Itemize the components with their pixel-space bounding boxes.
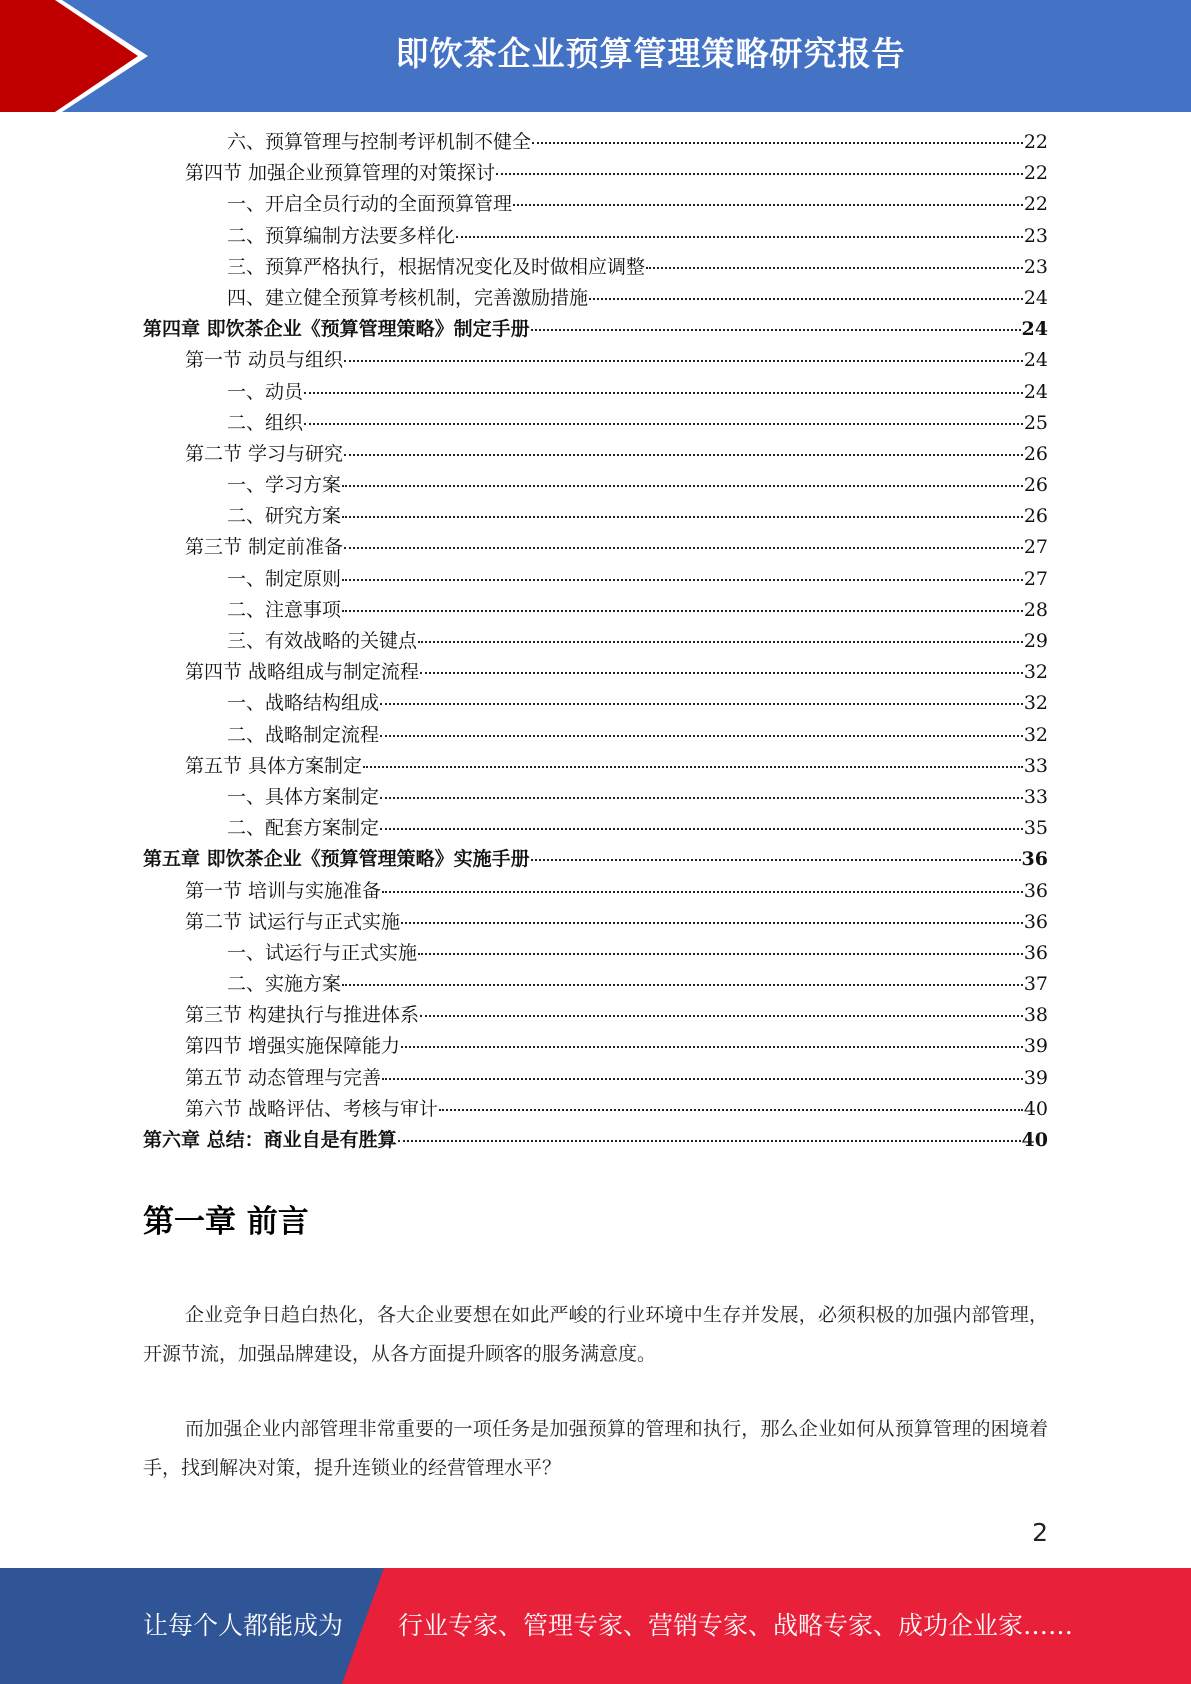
toc-entry[interactable] <box>143 1000 1048 1031</box>
toc-dot-leader <box>531 859 1021 861</box>
toc-entry[interactable] <box>143 221 1048 252</box>
toc-entry[interactable] <box>143 720 1048 751</box>
toc-dot-leader <box>398 1140 1021 1142</box>
toc-entry-title: 一、战略结构组成 <box>227 692 380 715</box>
toc-entry-title: 一、具体方案制定 <box>227 785 380 808</box>
toc-entry-page: 28 <box>1023 598 1048 621</box>
toc-entry-page: 38 <box>1023 1004 1048 1027</box>
toc-entry[interactable] <box>143 127 1048 158</box>
toc-entry-page: 24 <box>1023 380 1048 403</box>
toc-entry-title: 二、战略制定流程 <box>227 723 380 746</box>
toc-entry[interactable] <box>143 408 1048 439</box>
toc-entry-page: 27 <box>1023 536 1048 559</box>
toc-dot-leader <box>496 173 1023 175</box>
toc-entry-page: 22 <box>1023 162 1048 185</box>
toc-entry[interactable] <box>143 626 1048 657</box>
toc-entry-page: 36 <box>1023 879 1048 902</box>
toc-entry-title: 三、预算严格执行，根据情况变化及时做相应调整 <box>227 255 646 278</box>
toc-entry-page: 33 <box>1023 785 1048 808</box>
intro-paragraph-2: 而加强企业内部管理非常重要的一项任务是加强预算的管理和执行，那么企业如何从预算管理的困境着手，找到解决对策，提升连锁业的经营管理水平？ <box>143 1418 1048 1479</box>
toc-dot-leader <box>646 267 1023 269</box>
toc-entry-page: 36 <box>1023 910 1048 933</box>
toc-entry[interactable] <box>143 595 1048 626</box>
toc-entry[interactable] <box>143 564 1048 595</box>
toc-entry-page: 25 <box>1023 411 1048 434</box>
toc-entry[interactable] <box>143 283 1048 314</box>
toc-dot-leader <box>380 703 1023 705</box>
toc-entry-title: 二、实施方案 <box>227 973 342 996</box>
toc-entry-title: 二、配套方案制定 <box>227 817 380 840</box>
table-of-contents <box>143 127 1048 1156</box>
toc-dot-leader <box>456 236 1023 238</box>
footer-slogan-left: 让每个人都能成为 <box>143 1611 344 1640</box>
toc-entry-title: 一、制定原则 <box>227 567 342 590</box>
toc-dot-leader <box>589 298 1023 300</box>
toc-dot-leader <box>531 329 1021 331</box>
toc-entry[interactable] <box>143 969 1048 1000</box>
toc-dot-leader <box>344 454 1023 456</box>
toc-entry-page: 40 <box>1021 1129 1048 1151</box>
toc-entry-title: 一、试运行与正式实施 <box>227 941 418 964</box>
toc-dot-leader <box>439 1109 1023 1111</box>
toc-entry-page: 36 <box>1023 941 1048 964</box>
toc-entry-title: 第一节 动员与组织 <box>185 349 344 372</box>
toc-dot-leader <box>342 579 1023 581</box>
page-footer <box>0 1568 1191 1684</box>
toc-entry[interactable] <box>143 470 1048 501</box>
toc-entry-title: 第五节 动态管理与完善 <box>185 1066 382 1089</box>
toc-entry[interactable] <box>143 657 1048 688</box>
toc-entry-title: 二、预算编制方法要多样化 <box>227 224 456 247</box>
toc-dot-leader <box>513 204 1023 206</box>
toc-entry[interactable] <box>143 1063 1048 1094</box>
toc-dot-leader <box>363 766 1023 768</box>
toc-entry-page: 24 <box>1023 286 1048 309</box>
toc-dot-leader <box>420 672 1023 674</box>
toc-dot-leader <box>304 392 1023 394</box>
footer-slogan-right: 行业专家、管理专家、营销专家、战略专家、成功企业家…… <box>398 1611 1074 1640</box>
toc-entry[interactable] <box>143 907 1048 938</box>
toc-entry-title: 第三节 构建执行与推进体系 <box>185 1004 420 1027</box>
toc-entry-page: 33 <box>1023 754 1048 777</box>
toc-dot-leader <box>420 1015 1023 1017</box>
toc-entry[interactable] <box>143 1094 1048 1125</box>
toc-entry-title: 第四节 增强实施保障能力 <box>185 1035 401 1058</box>
toc-entry-title: 第一节 培训与实施准备 <box>185 879 382 902</box>
toc-dot-leader <box>342 485 1023 487</box>
toc-entry-title: 二、研究方案 <box>227 505 342 528</box>
toc-entry[interactable] <box>143 1125 1048 1156</box>
toc-entry-page: 22 <box>1023 193 1048 216</box>
toc-entry-title: 第五章 即饮茶企业《预算管理策略》实施手册 <box>143 848 530 871</box>
toc-entry-title: 第六章 总结：商业自是有胜算 <box>143 1129 397 1151</box>
toc-dot-leader <box>380 735 1023 737</box>
toc-entry-title: 一、开启全员行动的全面预算管理 <box>227 193 513 216</box>
toc-entry-page: 35 <box>1023 817 1048 840</box>
toc-dot-leader <box>380 828 1023 830</box>
toc-entry[interactable] <box>143 876 1048 907</box>
toc-entry[interactable] <box>143 782 1048 813</box>
toc-entry-page: 23 <box>1023 224 1048 247</box>
page-number: 2 <box>1032 1518 1048 1547</box>
toc-entry-title: 六、预算管理与控制考评机制不健全 <box>227 131 532 153</box>
toc-entry[interactable] <box>143 938 1048 969</box>
page-header <box>0 0 1191 112</box>
toc-entry[interactable] <box>143 158 1048 189</box>
toc-entry-page: 39 <box>1023 1066 1048 1089</box>
toc-entry[interactable] <box>143 844 1048 875</box>
toc-entry-title: 第三节 制定前准备 <box>185 536 344 559</box>
toc-dot-leader <box>532 142 1023 144</box>
toc-entry-page: 27 <box>1023 567 1048 590</box>
toc-dot-leader <box>342 984 1023 986</box>
toc-dot-leader <box>380 797 1023 799</box>
report-title: 即饮茶企业预算管理策略研究报告 <box>395 34 906 73</box>
toc-entry-page: 24 <box>1021 318 1048 341</box>
toc-entry-page: 36 <box>1021 848 1048 871</box>
toc-entry[interactable] <box>143 189 1048 220</box>
toc-entry-title: 二、组织 <box>227 411 304 434</box>
toc-entry-title: 第四节 战略组成与制定流程 <box>185 661 420 684</box>
toc-dot-leader <box>401 922 1023 924</box>
toc-entry[interactable] <box>143 501 1048 532</box>
toc-entry-page: 22 <box>1023 131 1048 153</box>
toc-dot-leader <box>382 1078 1023 1080</box>
toc-entry-page: 32 <box>1023 723 1048 746</box>
toc-entry[interactable] <box>143 751 1048 782</box>
toc-entry-title: 第四章 即饮茶企业《预算管理策略》制定手册 <box>143 318 530 341</box>
toc-dot-leader <box>344 360 1023 362</box>
toc-dot-leader <box>418 641 1023 643</box>
toc-dot-leader <box>401 1046 1023 1048</box>
toc-entry-page: 40 <box>1023 1097 1048 1120</box>
toc-entry[interactable] <box>143 439 1048 470</box>
toc-dot-leader <box>418 953 1023 955</box>
toc-entry-title: 第二节 学习与研究 <box>185 442 344 465</box>
toc-entry-title: 四、建立健全预算考核机制，完善激励措施 <box>227 286 589 309</box>
toc-dot-leader <box>342 610 1023 612</box>
toc-entry-page: 26 <box>1023 474 1048 497</box>
toc-entry-page: 24 <box>1023 349 1048 372</box>
toc-entry[interactable] <box>143 377 1048 408</box>
toc-entry-page: 32 <box>1023 692 1048 715</box>
toc-entry-title: 三、有效战略的关键点 <box>227 630 418 652</box>
toc-entry-title: 第四节 加强企业预算管理的对策探讨 <box>185 162 496 185</box>
toc-entry[interactable] <box>143 688 1048 719</box>
toc-entry-title: 第五节 具体方案制定 <box>185 754 363 777</box>
toc-dot-leader <box>344 547 1023 549</box>
toc-entry-title: 一、动员 <box>227 380 304 403</box>
toc-entry[interactable] <box>143 345 1048 376</box>
toc-entry[interactable] <box>143 1031 1048 1062</box>
toc-entry-page: 23 <box>1023 255 1048 278</box>
toc-entry-page: 32 <box>1023 661 1048 684</box>
toc-entry[interactable] <box>143 252 1048 283</box>
chapter-title: 第一章 前言 <box>143 1204 309 1240</box>
toc-entry-page: 26 <box>1023 505 1048 528</box>
toc-entry-page: 26 <box>1023 442 1048 465</box>
toc-entry-page: 39 <box>1023 1035 1048 1058</box>
toc-dot-leader <box>304 423 1023 425</box>
toc-dot-leader <box>342 516 1023 518</box>
intro-paragraph-1: 企业竞争日趋白热化，各大企业要想在如此严峻的行业环境中生存并发展，必须积极的加强内部管理，开源节流，加强品牌建设，从各方面提升顾客的服务满意度。 <box>143 1304 1048 1365</box>
toc-entry-title: 第二节 试运行与正式实施 <box>185 910 401 933</box>
toc-entry[interactable] <box>143 532 1048 563</box>
toc-entry-title: 二、注意事项 <box>227 598 342 621</box>
toc-entry-page: 37 <box>1023 973 1048 996</box>
toc-dot-leader <box>382 891 1023 893</box>
toc-entry[interactable] <box>143 314 1048 345</box>
toc-entry-title: 一、学习方案 <box>227 474 342 497</box>
toc-entry-title: 第六节 战略评估、考核与审计 <box>185 1097 439 1120</box>
toc-entry[interactable] <box>143 813 1048 844</box>
toc-entry-page: 29 <box>1023 630 1048 652</box>
